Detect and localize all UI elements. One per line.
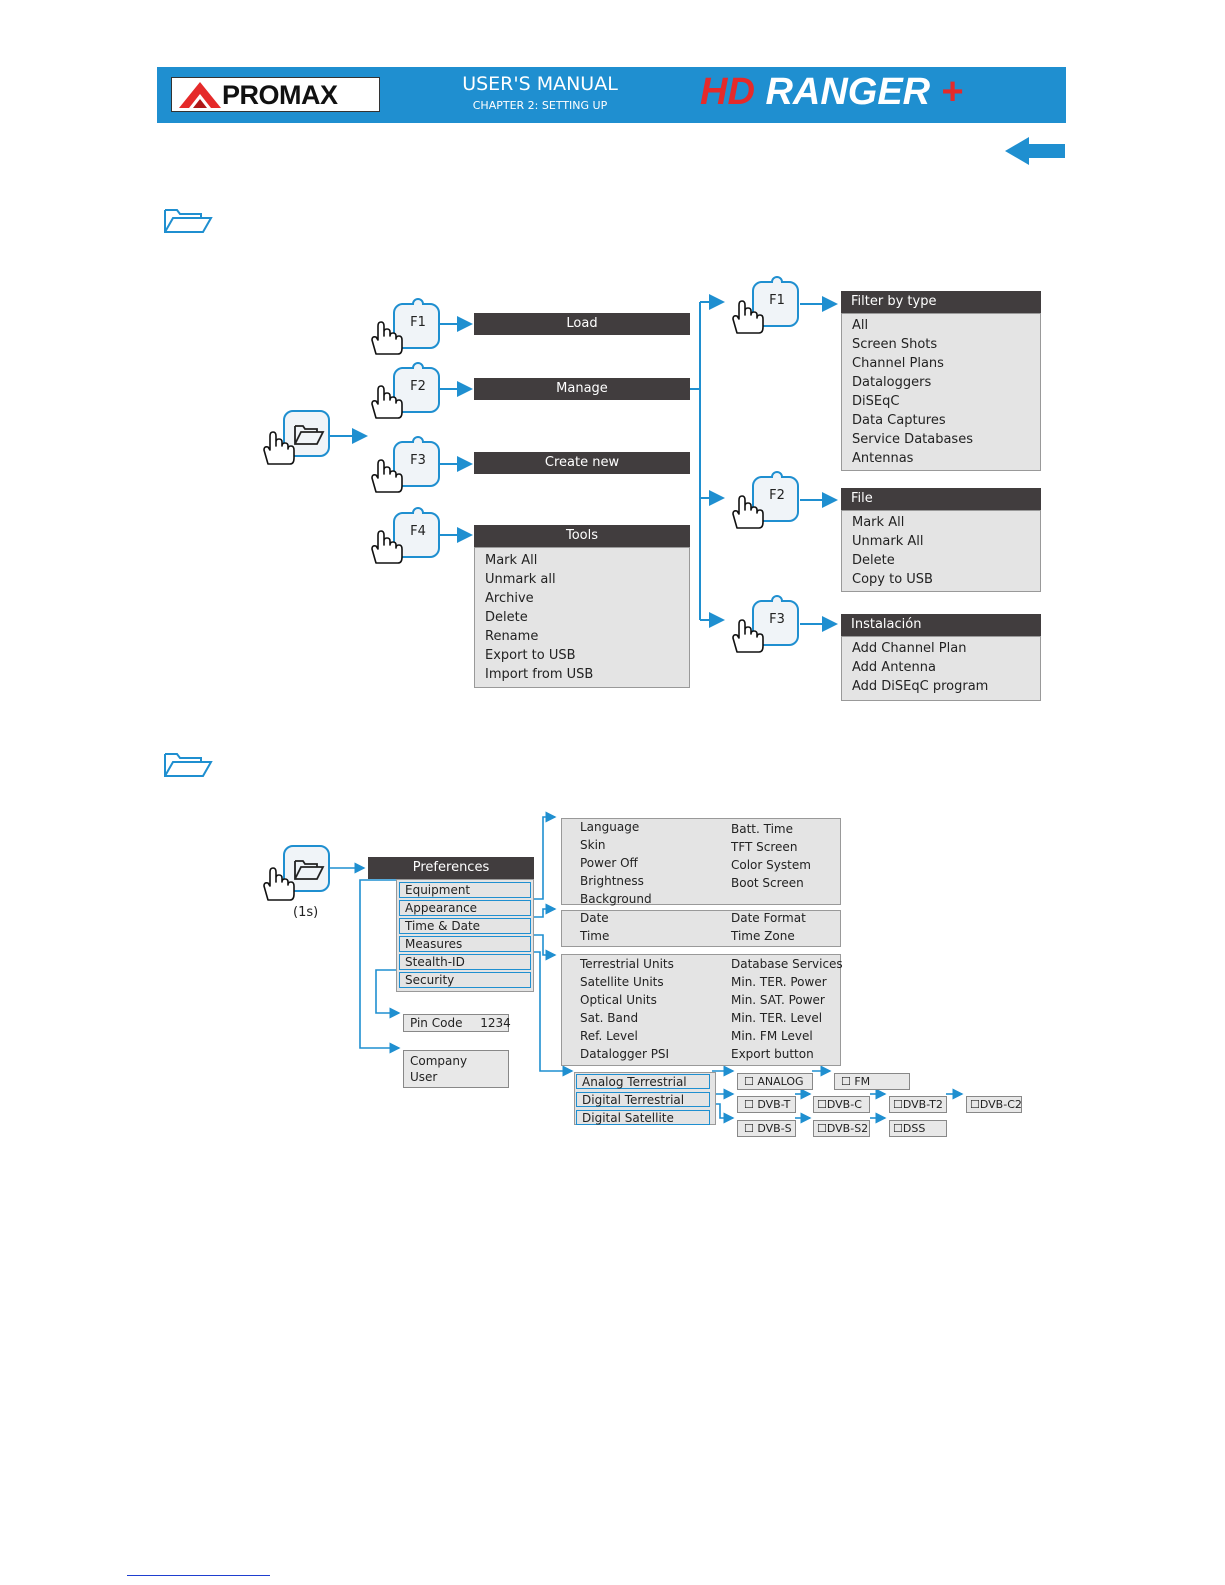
option-dvb-c-label: DVB-C [826,1098,862,1111]
tools-item[interactable]: Delete [485,610,528,625]
pin-code-label: Pin Code [410,1016,463,1030]
pin-code-value: 1234 [480,1016,511,1030]
tools-title: Tools [474,525,690,547]
filter-item[interactable]: Channel Plans [852,356,944,371]
time-option[interactable]: Time Zone [731,929,795,943]
manual-title: USER'S MANUAL [462,73,618,95]
f2-label: F2 [410,379,426,394]
measures-option[interactable]: Min. SAT. Power [731,993,825,1007]
option-dvb-s-checkbox[interactable]: ☐ DVB-S [737,1120,796,1137]
filter-item[interactable]: Data Captures [852,413,946,428]
time-option[interactable]: Date [580,911,609,925]
appearance-option[interactable]: Color System [731,858,811,872]
pref-item-security[interactable]: Security [399,972,531,988]
hand-pointer-icon [731,492,767,530]
measures-option[interactable]: Export button [731,1047,814,1061]
hand-pointer-icon [370,382,406,420]
footer-link-rule [127,1575,270,1576]
stealth-item-analog-terrestrial[interactable]: Analog Terrestrial [576,1074,710,1089]
stealth-item-digital-terrestrial[interactable]: Digital Terrestrial [576,1092,710,1107]
pref-item-appearance[interactable]: Appearance [399,900,531,916]
tools-item[interactable]: Rename [485,629,539,644]
option-fm-checkbox[interactable]: ☐ FM [834,1073,910,1090]
installation-title: Instalación [841,614,1041,636]
brand-hd: HD [700,71,755,113]
option-dvb-c2-checkbox[interactable]: ☐DVB-C2 [966,1096,1022,1113]
installation-item[interactable]: Add DiSEqC program [852,679,989,694]
chapter-subtitle: CHAPTER 2: SETTING UP [472,99,608,112]
appearance-col-2 [731,820,811,892]
filter-item[interactable]: Service Databases [852,432,973,447]
measures-option[interactable]: Optical Units [580,993,657,1007]
brand-ranger: RANGER [765,71,931,113]
hand-pointer-icon [370,527,406,565]
filter-item[interactable]: Screen Shots [852,337,938,352]
time-col-2 [731,909,806,945]
option-dvb-t-label: DVB-T [757,1098,791,1111]
time-option[interactable]: Date Format [731,911,806,925]
preferences-title: Preferences [368,857,534,879]
tools-item[interactable]: Import from USB [485,667,594,682]
manage-f2-label: F2 [769,488,785,503]
tools-item[interactable]: Archive [485,591,534,606]
appearance-option[interactable]: Brightness [580,874,644,888]
option-dvb-t-checkbox[interactable]: ☐ DVB-T [737,1096,796,1113]
option-analog-label: ANALOG [757,1075,804,1088]
installation-item[interactable]: Add Channel Plan [852,641,967,656]
option-dvb-c-checkbox[interactable]: ☐DVB-C [813,1096,870,1113]
pref-item-measures[interactable]: Measures [399,936,531,952]
appearance-option[interactable]: Batt. Time [731,822,793,836]
filter-menu [841,313,1041,471]
filter-item[interactable]: All [852,318,869,333]
option-dvb-t2-label: DVB-T2 [902,1098,943,1111]
filter-title: Filter by type [841,291,1041,313]
option-dvb-s-label: DVB-S [757,1122,792,1135]
option-fm-label: FM [854,1075,871,1088]
measures-option[interactable]: Database Services [731,957,843,971]
filter-item[interactable]: Dataloggers [852,375,932,390]
option-analog-checkbox[interactable]: ☐ ANALOG [737,1073,813,1090]
pref-item-equipment[interactable]: Equipment [399,882,531,898]
file-item[interactable]: Delete [852,553,895,568]
measures-option[interactable]: Min. TER. Level [731,1011,823,1025]
manage-f3-label: F3 [769,612,785,627]
hand-pointer-icon [731,297,767,335]
measures-option[interactable]: Terrestrial Units [580,957,674,971]
user-field[interactable]: User [410,1070,438,1084]
f1-label: F1 [410,315,426,330]
f4-label: F4 [410,524,426,539]
hand-pointer-icon [262,864,298,902]
hand-pointer-icon [262,428,298,466]
hand-pointer-icon [731,616,767,654]
appearance-option[interactable]: Language [580,820,640,834]
option-dvb-c2-label: DVB-C2 [979,1098,1022,1111]
appearance-col-1 [580,818,652,908]
measures-option[interactable]: Satellite Units [580,975,664,989]
logo-text: PROMAX [222,80,338,110]
measures-option[interactable]: Ref. Level [580,1029,638,1043]
appearance-option[interactable]: Boot Screen [731,876,804,890]
hand-pointer-icon [370,456,406,494]
measures-col-1 [580,955,674,1063]
option-dvb-s2-label: DVB-S2 [826,1122,869,1135]
measures-option[interactable]: Min. TER. Power [731,975,827,989]
option-dvb-s2-checkbox[interactable]: ☐DVB-S2 [813,1120,870,1137]
installation-menu [841,636,1041,701]
appearance-option[interactable]: Power Off [580,856,638,870]
appearance-option[interactable]: Skin [580,838,606,852]
appearance-option[interactable]: TFT Screen [731,840,798,854]
filter-item[interactable]: DiSEqC [852,394,900,409]
option-dss-label: DSS [902,1122,926,1135]
file-title: File [841,488,1041,510]
option-dvb-t2-checkbox[interactable]: ☐DVB-T2 [889,1096,947,1113]
manage-f1-label: F1 [769,293,785,308]
pref-item-time-date[interactable]: Time & Date [399,918,531,934]
measures-option[interactable]: Sat. Band [580,1011,639,1025]
measures-option[interactable]: Min. FM Level [731,1029,813,1043]
tools-item[interactable]: Mark All [485,553,538,568]
pref-item-stealth-id[interactable]: Stealth-ID [399,954,531,970]
stealth-item-digital-satellite[interactable]: Digital Satellite [576,1110,710,1125]
manage-bar[interactable]: Manage [474,378,690,400]
time-option[interactable]: Time [580,929,610,943]
brand-plus: + [940,71,963,113]
tools-menu [474,547,690,688]
f3-label: F3 [410,453,426,468]
time-col-1 [580,909,609,945]
tools-item[interactable]: Export to USB [485,648,576,663]
installation-item[interactable]: Add Antenna [852,660,936,675]
file-menu [841,510,1041,592]
company-user-box [403,1050,509,1088]
filter-item[interactable]: Antennas [852,451,914,466]
hand-pointer-icon [370,318,406,356]
pin-code-box[interactable] [403,1014,509,1032]
tools-item[interactable]: Unmark all [485,572,556,587]
appearance-option[interactable]: Background [580,892,652,906]
hold-duration-label: (1s) [293,905,319,920]
file-item[interactable]: Unmark All [852,534,924,549]
file-item[interactable]: Copy to USB [852,572,933,587]
create-new-bar[interactable]: Create new [474,452,690,474]
company-field[interactable]: Company [410,1054,468,1068]
measures-col-2 [731,955,843,1063]
option-dss-checkbox[interactable]: ☐DSS [889,1120,947,1137]
file-item[interactable]: Mark All [852,515,905,530]
load-bar[interactable]: Load [474,313,690,335]
measures-option[interactable]: Datalogger PSI [580,1047,670,1061]
